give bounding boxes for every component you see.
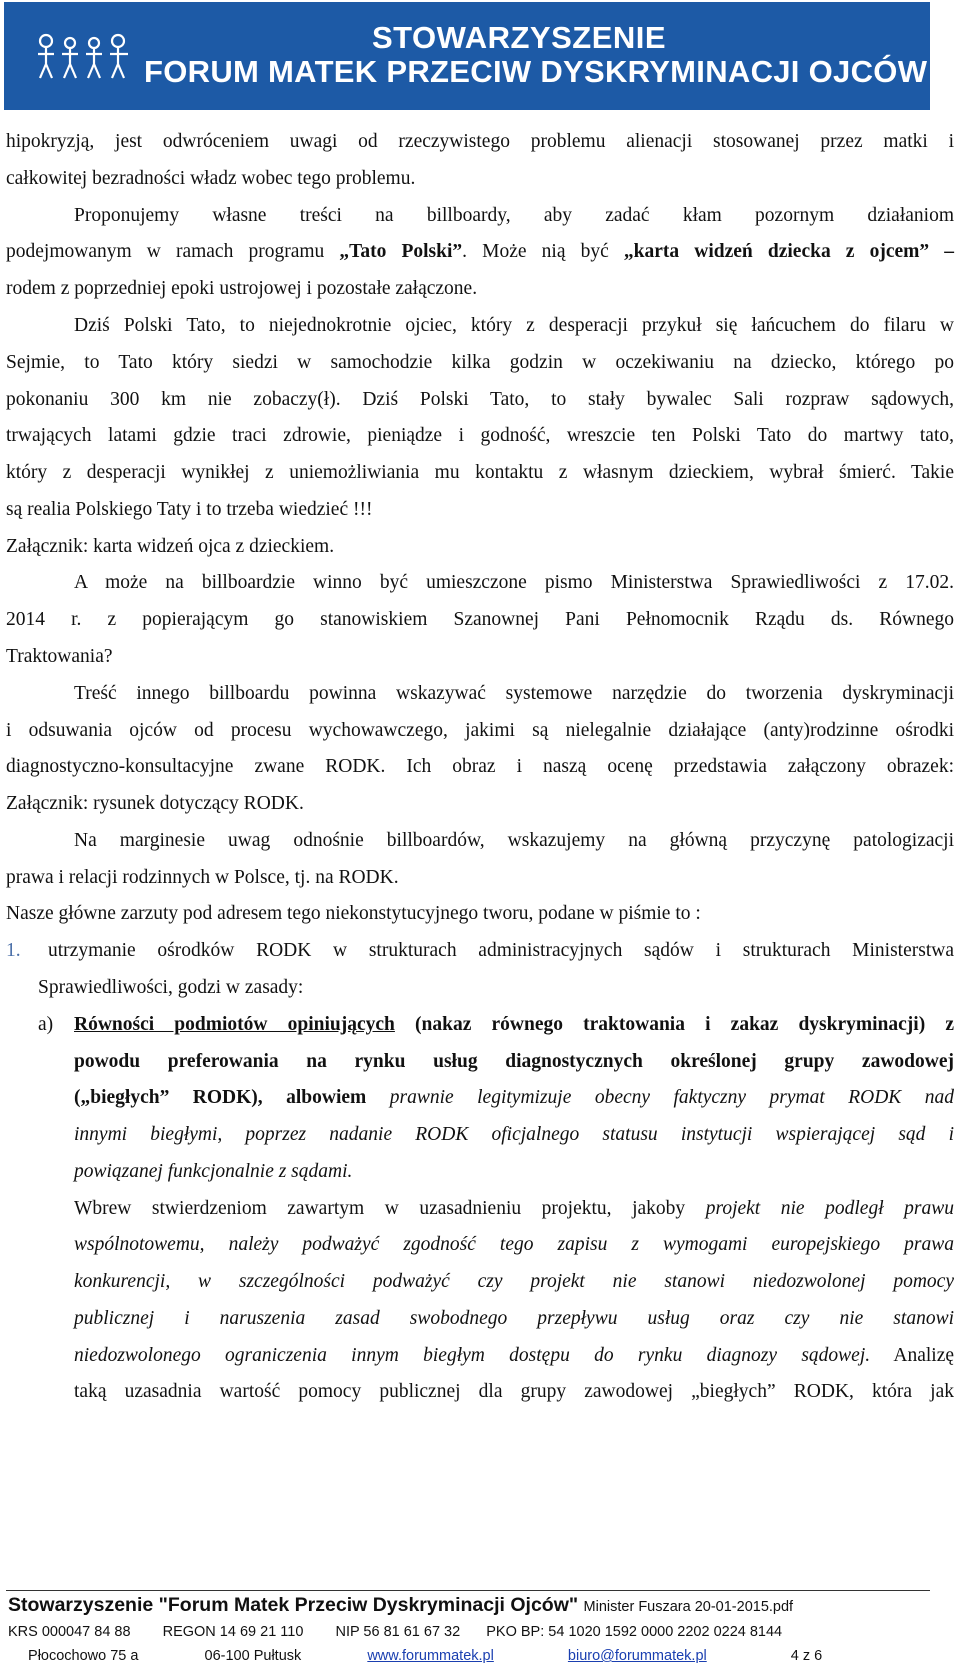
footer-email-link[interactable]: biuro@forummatek.pl [567,1648,707,1664]
footer-doc: Minister Fuszara 20-01-2015.pdf [583,1599,794,1615]
footer-line-2 [8,1624,930,1640]
family-figures-icon [34,32,132,82]
body-line: i odsuwania ojców od procesu wychowawczego, jakimi są nielegalnie działające (anty)rodzinne ośrodki [6,720,954,741]
body-line: diagnostyczno-konsultacyjne zwane RODK. Ich obraz i naszą ocenę przedstawia załączony obrazek: [6,756,954,777]
body-line: powiązanej funkcjonalnie z sądami. [74,1161,353,1182]
body-line: Załącznik: rysunek dotyczący RODK. [6,793,304,814]
body-line: Proponujemy własne treści na billboardy, aby zadać kłam pozornym działaniom [74,205,954,226]
body-line: Nasze główne zarzuty pod adresem tego niekonstytucyjnego tworu, podane w piśmie to : [6,903,701,924]
footer-regon: REGON 14 69 21 110 [162,1624,304,1640]
body-line: wspólnotowemu, należy podważyć zgodność tego zapisu z wymogami europejskiego prawa [74,1234,954,1255]
body-line: Równości podmiotów opiniujących (nakaz równego traktowania i zakaz dyskryminacji) z [74,1014,955,1035]
body-line: całkowitej bezradności władz wobec tego problemu. [6,168,416,189]
body-line: publicznej i naruszenia zasad swobodnego przepływu usług oraz czy nie stanowi [74,1308,954,1329]
body-line: Treść innego billboardu powinna wskazywać systemowe narzędzie do tworzenia dyskryminacji [74,683,954,704]
footer-krs: KRS 000047 84 88 [8,1624,131,1640]
body-line: są realia Polskiego Taty i to trzeba wiedzieć !!! [6,499,373,520]
footer-divider [6,1590,930,1591]
footer-org: Stowarzyszenie "Forum Matek Przeciw Dyskryminacji Ojców" [8,1594,579,1616]
header-title-line1: STOWARZYSZENIE [372,20,667,55]
body-line: A może na billboardzie winno być umieszczone pismo Ministerstwa Sprawiedliwości z 17.02. [74,572,954,593]
header-banner [0,0,960,110]
body-line: („biegłych” RODK), albowiem prawnie legitymizuje obecny faktyczny prymat RODK nad [74,1087,954,1108]
body-line: Traktowania? [6,646,113,667]
page-number: 4 z 6 [790,1648,823,1664]
body-line: 2014 r. z popierającym go stanowiskiem Szanownej Pani Pełnomocnik Rządu ds. Równego [6,609,954,630]
body-line: Na marginesie uwag odnośnie billboardów, wskazujemy na główną przyczynę patologizacji [74,830,954,851]
body-line: innymi biegłymi, poprzez nadanie RODK oficjalnego statusu instytucji wspierającej sąd i [74,1124,954,1145]
footer-street: Płocochowo 75 a [28,1648,139,1664]
body-line: konkurencji, w szczególności podważyć czy projekt nie stanowi niedozwolonej pomocy [74,1271,954,1292]
list-number: 1. [6,940,21,961]
body-line: pokonaniu 300 km nie zobaczy(ł). Dziś Polski Tato, to stały bywalec Sali rozpraw sądowych, [6,389,954,410]
footer-bank: PKO BP: 54 1020 1592 0000 2202 0224 8144 [486,1624,783,1640]
footer-nip: NIP 56 81 61 67 32 [335,1624,461,1640]
body-line: Sejmie, to Tato który siedzi w samochodzie kilka godzin w oczekiwaniu na dziecko, którego po [6,352,954,373]
body-line: rodem z poprzedniej epoki ustrojowej i pozostałe załączone. [6,278,478,299]
body-line: niedozwolonego ograniczenia innym biegłym dostępu do rynku diagnozy sądowej. Analizę [74,1345,954,1366]
body-line: Załącznik: karta widzeń ojca z dzieckiem. [6,536,335,557]
header-title-line2: FORUM MATEK PRZECIW DYSKRYMINACJI OJCÓW [144,54,928,89]
body-line: prawa i relacji rodzinnych w Polsce, tj. na RODK. [6,867,399,888]
footer-city: 06-100 Pułtusk [204,1648,302,1664]
body-line: hipokryzją, jest odwróceniem uwagi od rzeczywistego problemu alienacji stosowanej przez matki i [6,131,954,152]
footer-line-1 [8,1594,930,1617]
body-line: Sprawiedliwości, godzi w zasady: [38,977,304,998]
list-label: a) [38,1014,54,1035]
body-line: powodu preferowania na rynku usług diagnostycznych określonej grupy zawodowej [74,1051,954,1072]
body-line: który z desperacji wynikłej z uniemożliwiania mu kontaktu z własnym dzieckiem, wybrał śmierć. Takie [6,462,954,483]
body-line: Dziś Polski Tato, to niejednokrotnie ojciec, który z desperacji przykuł się łańcuchem do filaru w [74,315,954,336]
body-line: utrzymanie ośrodków RODK w strukturach administracyjnych sądów i strukturach Ministerstwa [48,940,954,961]
body-line: trwających latami gdzie traci zdrowie, pieniądze i godność, wreszcie ten Polski Tato do martwy tato, [6,425,954,446]
body-line: taką uzasadnia wartość pomocy publicznej dla grupy zawodowej „biegłych” RODK, która jak [74,1381,954,1402]
body-line: Wbrew stwierdzeniom zawartym w uzasadnieniu projektu, jakoby projekt nie podległ prawu [74,1198,955,1219]
body-line: podejmowanym w ramach programu „Tato Polski”. Może nią być „karta widzeń dziecka z ojcem” – [6,241,954,262]
footer-website-link[interactable]: www.forummatek.pl [367,1648,494,1664]
footer-line-3 [8,1648,930,1664]
